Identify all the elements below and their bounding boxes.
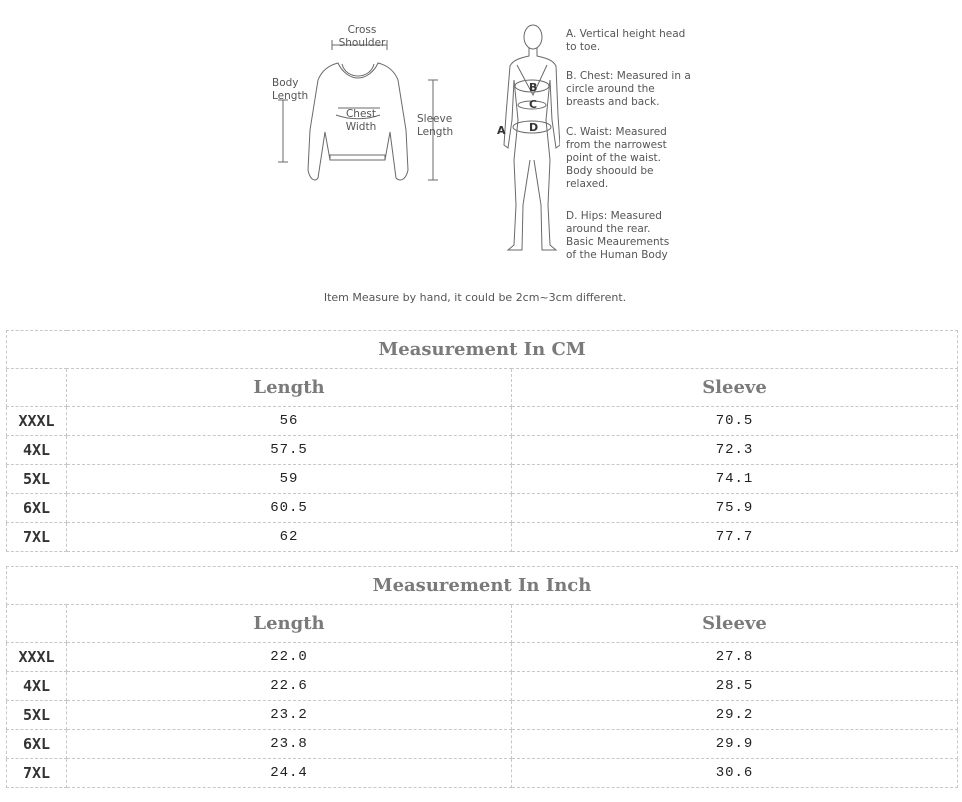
- size-cell: 5XL: [7, 465, 67, 494]
- measurement-note: Item Measure by hand, it could be 2cm~3cm different.: [323, 291, 627, 304]
- length-cell: 24.4: [67, 759, 512, 788]
- body-letter-c: C: [529, 98, 538, 111]
- table-row: [7, 465, 958, 494]
- measurement-diagram: [0, 0, 962, 320]
- sleeve-cell: 30.6: [512, 759, 958, 788]
- body-letter-b: B: [529, 81, 538, 94]
- header-blank-cell: [7, 605, 67, 643]
- table-row: [7, 759, 958, 788]
- size-cell: 6XL: [7, 494, 67, 523]
- length-cell: 22.0: [67, 643, 512, 672]
- body-letter-a: A: [497, 124, 506, 137]
- sleeve-cell: 72.3: [512, 436, 958, 465]
- size-cell: 4XL: [7, 436, 67, 465]
- table-title: Measurement In CM: [7, 331, 958, 369]
- table-row: [7, 643, 958, 672]
- sleeve-cell: 75.9: [512, 494, 958, 523]
- table-row: [7, 730, 958, 759]
- body-letter-d: D: [529, 121, 539, 134]
- table-row: [7, 494, 958, 523]
- table-row: [7, 523, 958, 552]
- sleeve-cell: 70.5: [512, 407, 958, 436]
- length-cell: 59: [67, 465, 512, 494]
- length-cell: 23.2: [67, 701, 512, 730]
- size-cell: 4XL: [7, 672, 67, 701]
- header-sleeve: Sleeve: [512, 605, 958, 643]
- chest-width-label: Chest Width: [345, 108, 377, 133]
- sleeve-cell: 28.5: [512, 672, 958, 701]
- description-a: A. Vertical height head to toe.: [566, 28, 686, 53]
- table-row: [7, 672, 958, 701]
- measurement-table-cm: [6, 330, 958, 552]
- sleeve-cell: 74.1: [512, 465, 958, 494]
- size-cell: 7XL: [7, 523, 67, 552]
- table-header-row: [7, 369, 958, 407]
- table-row: [7, 701, 958, 730]
- description-b: B. Chest: Measured in a circle around the breasts and back.: [566, 70, 691, 108]
- length-cell: 62: [67, 523, 512, 552]
- size-cell: 5XL: [7, 701, 67, 730]
- header-length: Length: [67, 605, 512, 643]
- sleeve-cell: 29.9: [512, 730, 958, 759]
- body-length-label: Body Length: [272, 77, 309, 102]
- length-cell: 56: [67, 407, 512, 436]
- size-cell: 7XL: [7, 759, 67, 788]
- length-cell: 57.5: [67, 436, 512, 465]
- length-cell: 60.5: [67, 494, 512, 523]
- human-body-illustration: [500, 20, 560, 255]
- sleeve-length-label: Sleeve Length: [417, 113, 454, 138]
- measurement-table-inch: [6, 566, 958, 788]
- table-title-row: [7, 567, 958, 605]
- description-c: C. Waist: Measured from the narrowest point of the waist. Body shoould be relaxed.: [566, 126, 667, 190]
- sleeve-cell: 77.7: [512, 523, 958, 552]
- size-cell: XXXL: [7, 643, 67, 672]
- sleeve-cell: 27.8: [512, 643, 958, 672]
- length-cell: 22.6: [67, 672, 512, 701]
- cross-shoulder-label: Cross Shoulder: [338, 24, 386, 49]
- table-title: Measurement In Inch: [7, 567, 958, 605]
- table-header-row: [7, 605, 958, 643]
- header-blank-cell: [7, 369, 67, 407]
- size-cell: 6XL: [7, 730, 67, 759]
- header-sleeve: Sleeve: [512, 369, 958, 407]
- length-cell: 23.8: [67, 730, 512, 759]
- table-row: [7, 407, 958, 436]
- sleeve-cell: 29.2: [512, 701, 958, 730]
- description-d: D. Hips: Measured around the rear. Basic Meaurements of the Human Body: [566, 210, 670, 261]
- header-length: Length: [67, 369, 512, 407]
- table-title-row: [7, 331, 958, 369]
- table-row: [7, 436, 958, 465]
- size-cell: XXXL: [7, 407, 67, 436]
